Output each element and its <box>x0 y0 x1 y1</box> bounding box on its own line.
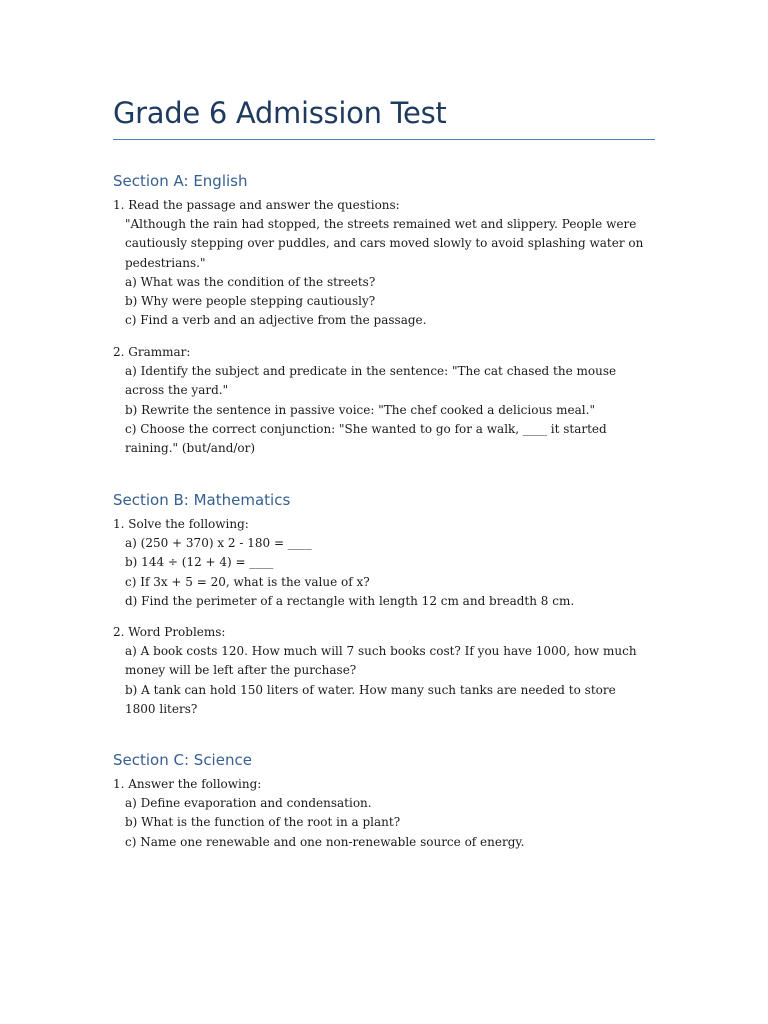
reading-passage: "Although the rain had stopped, the streets remained wet and slippery. People were cautiously stepping over puddles, and cars moved slowly to avoid splashing water on pedestrians." <box>125 217 644 270</box>
question-item: c) Find a verb and an adjective from the passage. <box>125 313 427 328</box>
section-a-heading: Section A: English <box>113 172 248 190</box>
question-item: b) Why were people stepping cautiously? <box>125 294 376 309</box>
question-intro: 2. Grammar: <box>113 345 191 359</box>
question-intro: 1. Solve the following: <box>113 517 249 531</box>
question-item: a) What was the condition of the streets? <box>125 274 376 289</box>
question-item: b) Rewrite the sentence in passive voice: "The chef cooked a delicious meal." <box>125 402 595 417</box>
question-item: b) A tank can hold 150 liters of water. How many such tanks are needed to store 1800 liters? <box>125 682 616 716</box>
section-c-heading: Section C: Science <box>113 751 252 769</box>
section-c-question-1 <box>113 775 645 852</box>
question-intro: 1. Answer the following: <box>113 777 262 791</box>
section-a-question-2 <box>113 343 645 458</box>
section-b-question-1 <box>113 515 645 611</box>
question-item: a) A book costs 120. How much will 7 such books cost? If you have 1000, how much money will be left after the purchase? <box>125 644 637 678</box>
question-item: d) Find the perimeter of a rectangle with length 12 cm and breadth 8 cm. <box>125 593 575 608</box>
section-b-heading: Section B: Mathematics <box>113 491 291 509</box>
page-title: Grade 6 Admission Test <box>113 96 447 130</box>
title-underline <box>113 139 655 140</box>
question-intro: 2. Word Problems: <box>113 625 226 639</box>
question-item: b) What is the function of the root in a plant? <box>125 815 401 830</box>
question-item: c) If 3x + 5 = 20, what is the value of x? <box>125 574 370 589</box>
question-item: b) 144 ÷ (12 + 4) = ____ <box>125 555 274 570</box>
question-item: a) Define evaporation and condensation. <box>125 796 372 811</box>
question-item: c) Choose the correct conjunction: "She wanted to go for a walk, ____ it started raining." (but/and/or) <box>125 421 607 456</box>
question-intro: 1. Read the passage and answer the questions: <box>113 198 400 212</box>
question-item: c) Name one renewable and one non-renewable source of energy. <box>125 834 525 849</box>
section-a-question-1 <box>113 196 645 330</box>
question-item: a) Identify the subject and predicate in the sentence: "The cat chased the mouse across the yard." <box>125 364 617 398</box>
question-item: a) (250 + 370) x 2 - 180 = ____ <box>125 536 312 551</box>
section-b-question-2 <box>113 623 645 719</box>
